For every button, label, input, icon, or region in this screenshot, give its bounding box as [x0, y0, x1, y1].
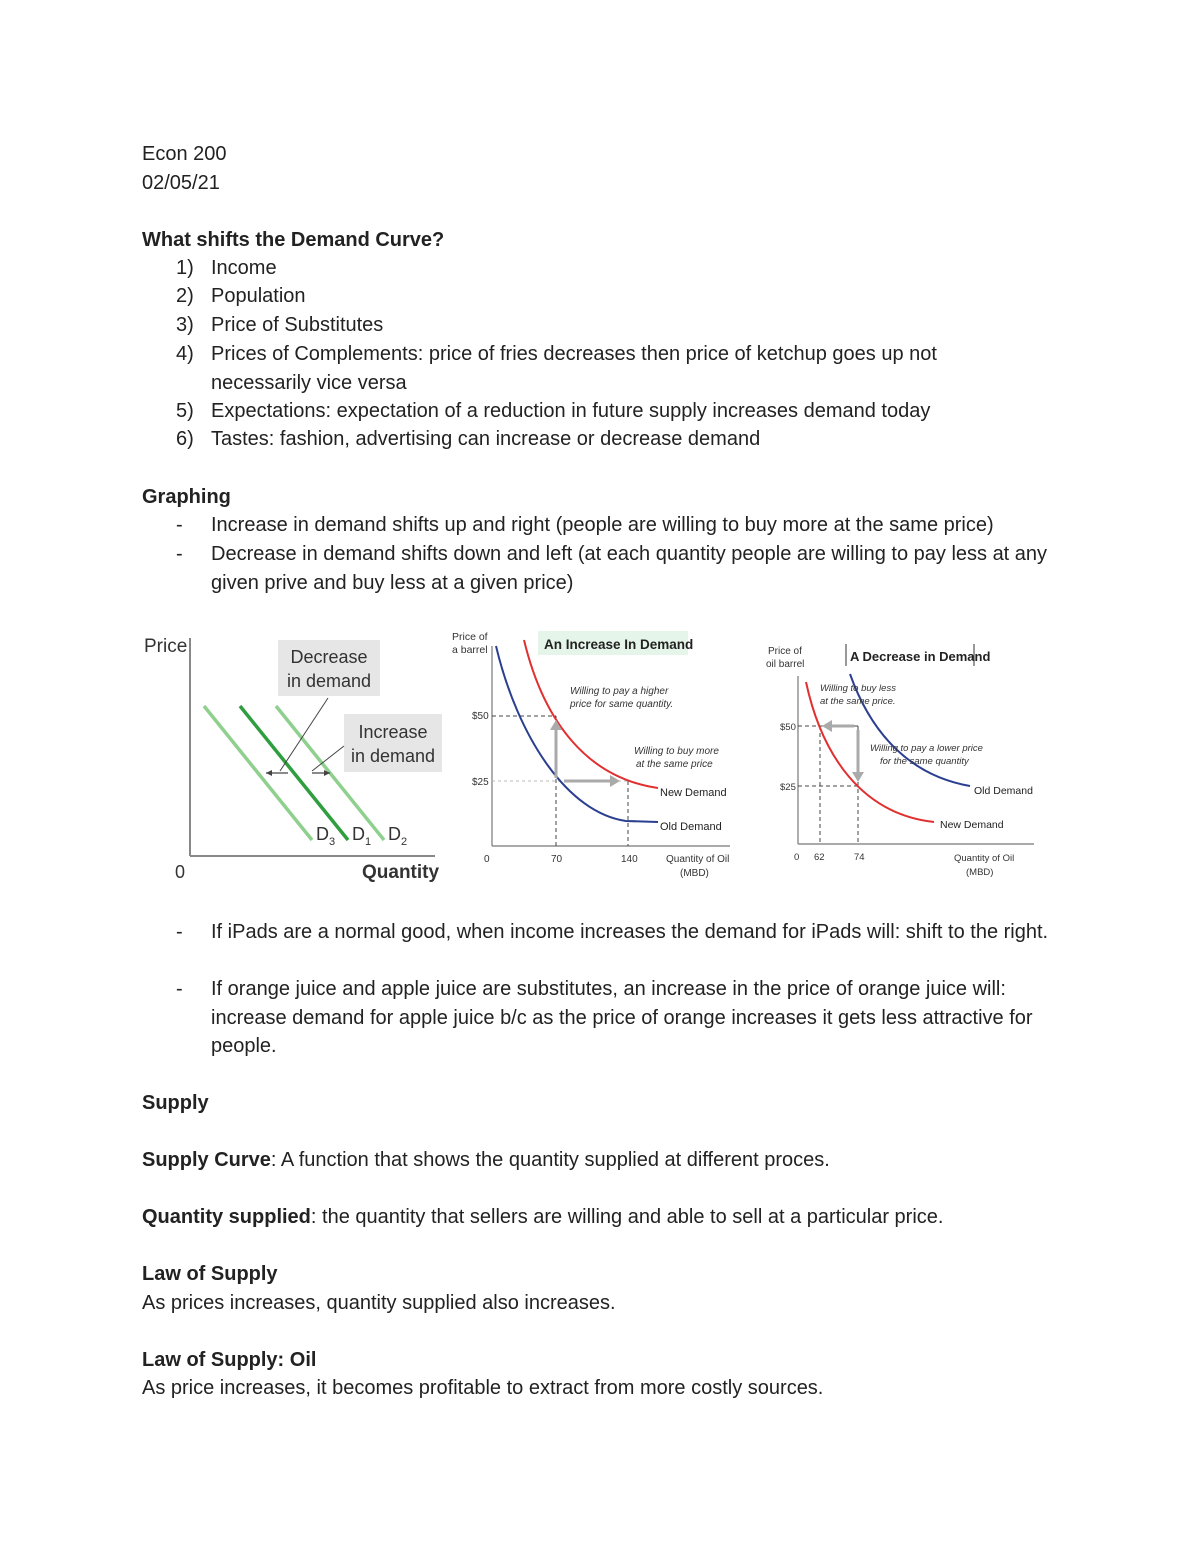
fig2-tick-x-140: 140 — [621, 854, 638, 865]
fig3-arrowhead-left — [822, 720, 832, 732]
note-date: 02/05/21 — [142, 172, 220, 194]
list-number: 1) — [176, 257, 194, 279]
fig2-curve-old-demand — [496, 646, 658, 822]
list-number: 6) — [176, 428, 194, 450]
fig1-y-axis-label: Price — [144, 636, 188, 657]
bullet-decrease: Decrease in demand shifts down and left (at each quantity people are willing to pay less at any given prive and buy less at a given price) — [211, 543, 1048, 594]
fig3-arrowhead-down — [852, 772, 864, 782]
law-of-supply-oil-text: As price increases, it becomes profitable to extract from more costly sources. — [142, 1377, 824, 1399]
bullet-dash: - — [176, 543, 183, 565]
law-of-supply-text: As prices increases, quantity supplied also increases. — [142, 1292, 616, 1314]
fig3-tick-y-50: $50 — [780, 722, 796, 733]
fig1-label-d2: $D_2$ — [388, 824, 408, 848]
law-of-supply-heading: Law of Supply — [142, 1263, 278, 1285]
fig1-decrease-label-line2: in demand — [286, 671, 372, 691]
fig3-note-lower-price: Willing to pay a lower price for the same quantity — [870, 743, 983, 767]
graphing-heading: Graphing — [142, 486, 231, 508]
figure-increase-demand — [448, 628, 738, 886]
fig3-tick-x-0: 0 — [794, 852, 800, 863]
list-item-income: Income — [211, 257, 277, 279]
quantity-supplied-text: : the quantity that sellers are willing and able to sell at a particular price. — [310, 1206, 944, 1228]
list-number: 5) — [176, 400, 194, 422]
supply-heading: Supply — [142, 1092, 209, 1114]
list-item-expectations: Expectations: expectation of a reduction in future supply increases demand today — [211, 400, 931, 422]
fig2-y-axis-label: Price of a barrel — [452, 631, 488, 656]
fig2-note-buy-more: Willing to buy more at the same price — [634, 746, 719, 770]
fig2-title: An Increase In Demand — [544, 637, 694, 652]
fig2-note-higher-price: Willing to pay a higher price for same quantity. — [570, 686, 674, 710]
fig3-tick-y-25: $25 — [780, 782, 796, 793]
shifts-heading: What shifts the Demand Curve? — [142, 229, 445, 251]
fig1-label-d3: $D_3$ — [316, 824, 336, 848]
fig3-title: A Decrease in Demand — [850, 649, 991, 664]
quantity-supplied-definition — [142, 1203, 943, 1231]
fig2-x-axis-label: Quantity of Oil (MBD) — [666, 854, 730, 879]
fig3-tick-x-62: 62 — [814, 852, 825, 863]
list-number: 2) — [176, 285, 194, 307]
figure-demand-shifts — [140, 628, 445, 886]
fig1-increase-label-line2: in demand — [350, 746, 436, 766]
fig1-decrease-label-line1: Decrease — [290, 647, 368, 667]
fig2-label-old-demand: Old Demand — [660, 821, 722, 833]
fig2-tick-y-50: $50 — [472, 711, 489, 722]
supply-curve-text: : A function that shows the quantity supplied at different proces. — [270, 1149, 830, 1171]
fig3-label-new-demand: New Demand — [940, 819, 1004, 831]
fig2-tick-y-25: $25 — [472, 777, 489, 788]
bullet-dash: - — [176, 921, 183, 943]
fig3-y-axis-label: Price of oil barrel — [766, 646, 805, 670]
course-title: Econ 200 — [142, 143, 227, 165]
bullet-ipads: If iPads are a normal good, when income increases the demand for iPads will: shift to the right. — [211, 921, 1049, 943]
quantity-supplied-term: Quantity supplied — [142, 1206, 311, 1228]
bullet-increase: Increase in demand shifts up and right (people are willing to buy more at the same price) — [211, 514, 994, 536]
fig1-increase-label-line1: Increase — [358, 722, 428, 742]
figure-decrease-demand — [762, 636, 1042, 886]
list-item-population: Population — [211, 285, 306, 307]
supply-curve-term: Supply Curve — [142, 1149, 271, 1171]
fig2-tick-x-0: 0 — [484, 854, 490, 865]
list-number: 3) — [176, 314, 194, 336]
fig2-label-new-demand: New Demand — [660, 787, 727, 799]
fig3-note-buy-less: Willing to buy less at the same price. — [820, 683, 896, 707]
fig3-x-axis-label: Quantity of Oil (MBD) — [954, 853, 1015, 878]
list-item-tastes: Tastes: fashion, advertising can increase or decrease demand — [211, 428, 761, 450]
fig1-x-axis-label: Quantity — [362, 862, 440, 883]
fig3-tick-x-74: 74 — [854, 852, 865, 863]
law-of-supply-oil-heading: Law of Supply: Oil — [142, 1349, 317, 1371]
bullet-dash: - — [176, 978, 183, 1000]
fig3-label-old-demand: Old Demand — [974, 785, 1033, 797]
fig2-tick-x-70: 70 — [551, 854, 563, 865]
bullet-orange-juice: If orange juice and apple juice are substitutes, an increase in the price of orange juice will: increase demand for apple juice b/c as the price of orange increases it gets less attractive for people. — [211, 978, 1033, 1057]
fig1-arrowhead-left — [266, 770, 272, 776]
bullet-dash: - — [176, 514, 183, 536]
supply-curve-definition — [142, 1146, 830, 1174]
fig1-label-d1: $D_1$ — [352, 824, 372, 848]
list-item-complements: Prices of Complements: price of fries decreases then price of ketchup goes up not necessarily vice versa — [211, 343, 937, 394]
list-number: 4) — [176, 343, 194, 365]
list-item-substitutes: Price of Substitutes — [211, 314, 384, 336]
fig1-origin: 0 — [175, 862, 186, 882]
